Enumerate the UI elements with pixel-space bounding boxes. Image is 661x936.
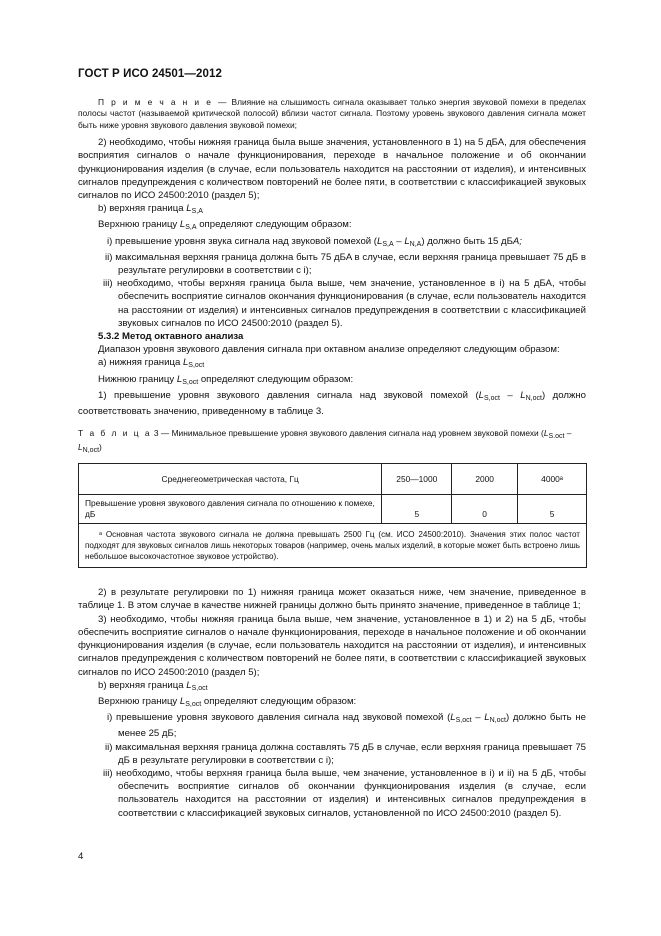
var-L: L [182, 357, 189, 369]
item-ii-oct: ii) максимальная верхняя граница должна составлять 75 дБ в случае, если верхняя граница превышает 75 дБ в результате регулировки в соответствии с i); [105, 741, 586, 766]
item-i-post: ) должно быть 15 дБ [421, 235, 513, 247]
minus-sign: – [471, 712, 485, 724]
var-sub: S,oct [191, 684, 208, 692]
table-cell: 5 [518, 495, 587, 524]
table-header-cell: 4000ᵃ [518, 464, 587, 495]
section-532-intro: Диапазон уровня звукового давления сигнала при октавном анализе определяют следующим образом: [98, 344, 560, 356]
item-b-upper-bound-a [78, 202, 586, 218]
table-header-cell: Среднегеометрическая частота, Гц [79, 464, 382, 495]
var-L: L [484, 712, 490, 724]
item-b-upper-bound-oct [78, 679, 586, 695]
item-i-a [78, 235, 586, 251]
table-footnote-row [79, 524, 587, 568]
section-heading-532: 5.3.2 Метод октавного анализа [98, 331, 244, 343]
var-sub: S,A [382, 240, 394, 248]
var-sub: N,oct [525, 394, 542, 402]
item-a-lower-bound [78, 356, 586, 372]
var-L: L [404, 235, 410, 247]
var-sub: S,A [191, 208, 203, 216]
item-i-post: ) должно быть не менее 25 дБ; [118, 712, 586, 740]
var-sub: S,oct [484, 394, 500, 402]
item-iii-a: iii) необходимо, чтобы верхняя граница была выше, чем значение, установленное в i) на 5 дБА, чтобы обеспечить восприятие сигналов окончания функционирования (в случае, если пользователь находится на расстоянии от изделия) и интенсивных сигналов предупреждения в соответствии с классификацией звуковых сигналов по ИСО 24500:2010 (раздел 5). [103, 278, 586, 329]
var-sub: S,oct [188, 362, 205, 370]
table-cell: 5 [382, 495, 452, 524]
table-caption-label: Т а б л и ц а [78, 428, 152, 439]
var-sub: N,oct [82, 447, 100, 455]
var-L: L [186, 679, 192, 691]
item-3-lower-bound-oct: 3) необходимо, чтобы нижняя граница была выше, чем значение, установленное в 1) и 2) на 5 дБ, чтобы обеспечить восприятие сигналов о начале функционирования, переходе в начальное положение и об окончании функционирования изделия (в случае, если пользователь находится на расстоянии от изделия), и интенсивных сигналов предупреждения с количеством повторений не более пяти, в соответствии с классификацией звуковых сигналов по ИСО 24500:2010 (раздел 5); [78, 613, 586, 678]
item-i-pre: i) превышение уровня звукового давления сигнала над звуковой помехой ( [107, 712, 451, 724]
var-L: L [377, 235, 383, 247]
minus-sign: – [499, 389, 521, 401]
note-text: Влияние на слышимость сигнала оказывает только энергия звуковой помехи в пределах полосы частот (называемой критической полосой) вблизи частот сигнала. Поэтому уровень звукового давления сигнала может быть ниже уровня звукового давления звуковой помехи; [78, 97, 586, 130]
table-caption-text: 3 — Минимальное превышение уровня звукового давления сигнала над уровнем звуковой помехи ( [151, 428, 544, 439]
table-3-caption [78, 428, 586, 456]
var-L: L [186, 203, 192, 215]
lower-def-pre: Нижнюю границу [98, 373, 177, 385]
var-L: L [520, 389, 526, 401]
var-L: L [78, 442, 83, 453]
var-sub: N,A [409, 240, 422, 248]
table-3 [78, 463, 587, 568]
item-1-post: ) должно соответствовать значению, приведенному в таблице 3. [78, 389, 587, 418]
note-paragraph [78, 97, 586, 131]
lower-def-post: определяют следующим образом: [198, 373, 354, 385]
page-content [78, 97, 586, 820]
note-label: П р и м е ч а н и е — [98, 97, 229, 107]
item-i-pre: i) превышение уровня звука сигнала над звуковой помехой ( [107, 235, 377, 247]
upper-def-post: определяют следующим образом: [201, 695, 357, 707]
lower-bound-def [78, 373, 586, 389]
item-iii-oct: iii) необходимо, чтобы верхняя граница была выше, чем значение, установленное в i) и ii) на 5 дБ, чтобы обеспечить восприятие сигналов об окончании функционирования изделия (в случае, если пользователь находится на расстоянии от изделия) и интенсивных сигналов предупреждения в соответствии с классификацией звуковых сигналов, установленной по ИСО 24500:2010 (раздел 5). [103, 767, 586, 819]
minus-sign: – [564, 428, 572, 439]
upper-bound-def-oct [78, 695, 586, 711]
upper-bound-def-a [78, 218, 586, 234]
var-L: L [450, 712, 456, 724]
var-L: L [543, 428, 549, 439]
item-b-text: b) верхняя граница [98, 679, 187, 691]
table-row-label: Превышение уровня звукового давления сигнала по отношению к помехе, дБ [79, 495, 382, 524]
item-a-text: a) нижняя граница [98, 357, 183, 369]
item-1-lower-bound-oct [78, 389, 586, 418]
item-b-text: b) верхняя граница [98, 203, 187, 215]
item-2-lower-bound-a: 2) необходимо, чтобы нижняя граница была выше значения, установленного в 1) на 5 дБА, для обеспечения восприятия сигналов о начале функционирования, переходе в начальное положение и об окончании функционирования изделия (в случае, если пользователь находится на расстоянии от изделия), и интенсивных сигналов предупреждения с количеством повторений не более пяти, в соответствии с классификацией звуковых сигналов по ИСО 24500:2010 (раздел 5); [78, 137, 586, 202]
var-sub: S,oct [185, 700, 202, 708]
var-sub: S,oct [182, 378, 199, 386]
unit-italic: A; [512, 235, 522, 247]
table-header-cell: 250—1000 [382, 464, 452, 495]
item-2-lower-bound-oct: 2) в результате регулировки по 1) нижняя граница может оказаться ниже, чем значение, приведенное в таблице 1. В этом случае в качестве нижней границы должно быть принято значение, приведенное в таблице 1; [78, 587, 586, 612]
minus-sign: – [393, 235, 405, 247]
table-header-cell: 2000 [452, 464, 518, 495]
table-footnote: ᵃ Основная частота звукового сигнала не должна превышать 2500 Гц (см. ИСО 24500:2010). Значения этих полос частот подходят для звуковых сигналов лишь некоторых товаров (например, очень малых изделий, в которые может быть встроено лишь небольшое высокочастотное звуковое устройство). [79, 524, 587, 568]
var-L: L [478, 389, 484, 401]
var-sub: S,oct [455, 717, 472, 725]
var-sub: N,oct [489, 717, 506, 725]
page-number: 4 [78, 851, 84, 862]
var-L: L [179, 695, 186, 707]
caption-end: ) [99, 442, 102, 453]
item-i-oct [78, 711, 586, 740]
var-sub: S.oct [548, 433, 565, 441]
var-L: L [176, 373, 183, 385]
table-row [79, 495, 587, 524]
upper-def-pre: Верхнюю границу [98, 695, 180, 707]
page-header-title: ГОСТ Р ИСО 24501—2012 [78, 68, 223, 80]
var-sub: S,A [185, 224, 197, 232]
item-ii-a: ii) максимальная верхняя граница должна быть 75 дБA в случае, если верхняя граница превышает 75 дБ в результате регулировки в соответствии с i); [105, 251, 586, 277]
upper-def-post: определяют следующим образом: [196, 219, 352, 231]
upper-def-pre: Верхнюю границу [98, 219, 180, 231]
var-L: L [179, 219, 186, 231]
table-header-row [79, 464, 587, 495]
table-cell: 0 [452, 495, 518, 524]
item-1-pre: 1) превышение уровня звукового давления сигнала над звуковой помехой ( [98, 389, 479, 401]
